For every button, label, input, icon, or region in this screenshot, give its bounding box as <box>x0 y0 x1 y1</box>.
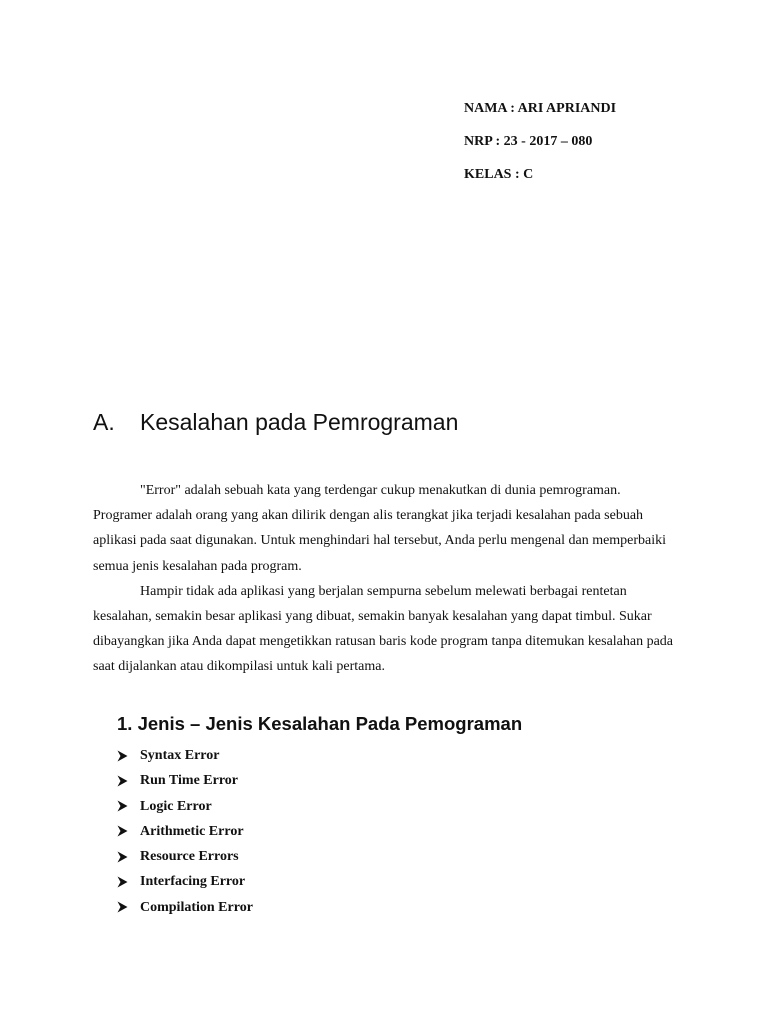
section-title: Kesalahan pada Pemrograman <box>140 409 459 435</box>
student-nrp: NRP : 23 - 2017 – 080 <box>464 134 593 149</box>
list-item-label: Resource Errors <box>140 849 239 865</box>
list-item <box>117 898 253 923</box>
section-number: A. <box>93 409 115 435</box>
list-item <box>117 822 253 847</box>
arrow-bullet-icon <box>117 898 140 917</box>
list-item <box>117 746 253 771</box>
paragraph-1: "Error" adalah sebuah kata yang terdengar cukup menakutkan di dunia pemrograman. Programer adalah orang yang akan dilirik dengan alis terangkat jika terjadi kesalahan pada sebuah aplikasi pada saat digunakan. Untuk menghindari hal tersebut, Anda perlu mengenal dan memperbaiki semua jenis kesalahan pada program. <box>93 483 667 574</box>
list-item-label: Syntax Error <box>140 748 220 763</box>
list-item <box>117 872 253 897</box>
arrow-bullet-icon <box>117 822 140 841</box>
student-identity <box>464 102 616 201</box>
student-name: NAMA : ARI APRIANDI <box>464 101 617 116</box>
list-item <box>117 771 253 796</box>
section-body <box>93 478 683 680</box>
list-item-label: Run Time Error <box>140 773 239 789</box>
section-heading <box>93 407 458 437</box>
arrow-bullet-icon <box>117 746 140 765</box>
arrow-bullet-icon <box>117 872 140 891</box>
arrow-bullet-icon <box>117 847 140 866</box>
list-item-label: Compilation Error <box>140 899 253 915</box>
paragraph-2: Hampir tidak ada aplikasi yang berjalan sempurna sebelum melewati berbagai rentetan kesalahan, semakin besar aplikasi yang dibuat, semakin banyak kesalahan yang dapat timbul. Sukar dibayangkan jika Anda dapat mengetikkan ratusan baris kode program tanpa ditemukan kesalahan pada saat dijalankan atau dikompilasi untuk kali pertama. <box>93 583 674 675</box>
student-class: KELAS : C <box>464 167 534 182</box>
list-item <box>117 797 253 822</box>
arrow-bullet-icon <box>117 797 140 816</box>
subsection-heading: 1. Jenis – Jenis Kesalahan Pada Pemograman <box>117 713 523 734</box>
list-item <box>117 847 253 872</box>
list-item-label: Interfacing Error <box>140 874 246 890</box>
arrow-bullet-icon <box>117 771 140 790</box>
list-item-label: Arithmetic Error <box>140 823 244 839</box>
list-item-label: Logic Error <box>140 798 212 814</box>
error-type-list <box>117 746 253 923</box>
